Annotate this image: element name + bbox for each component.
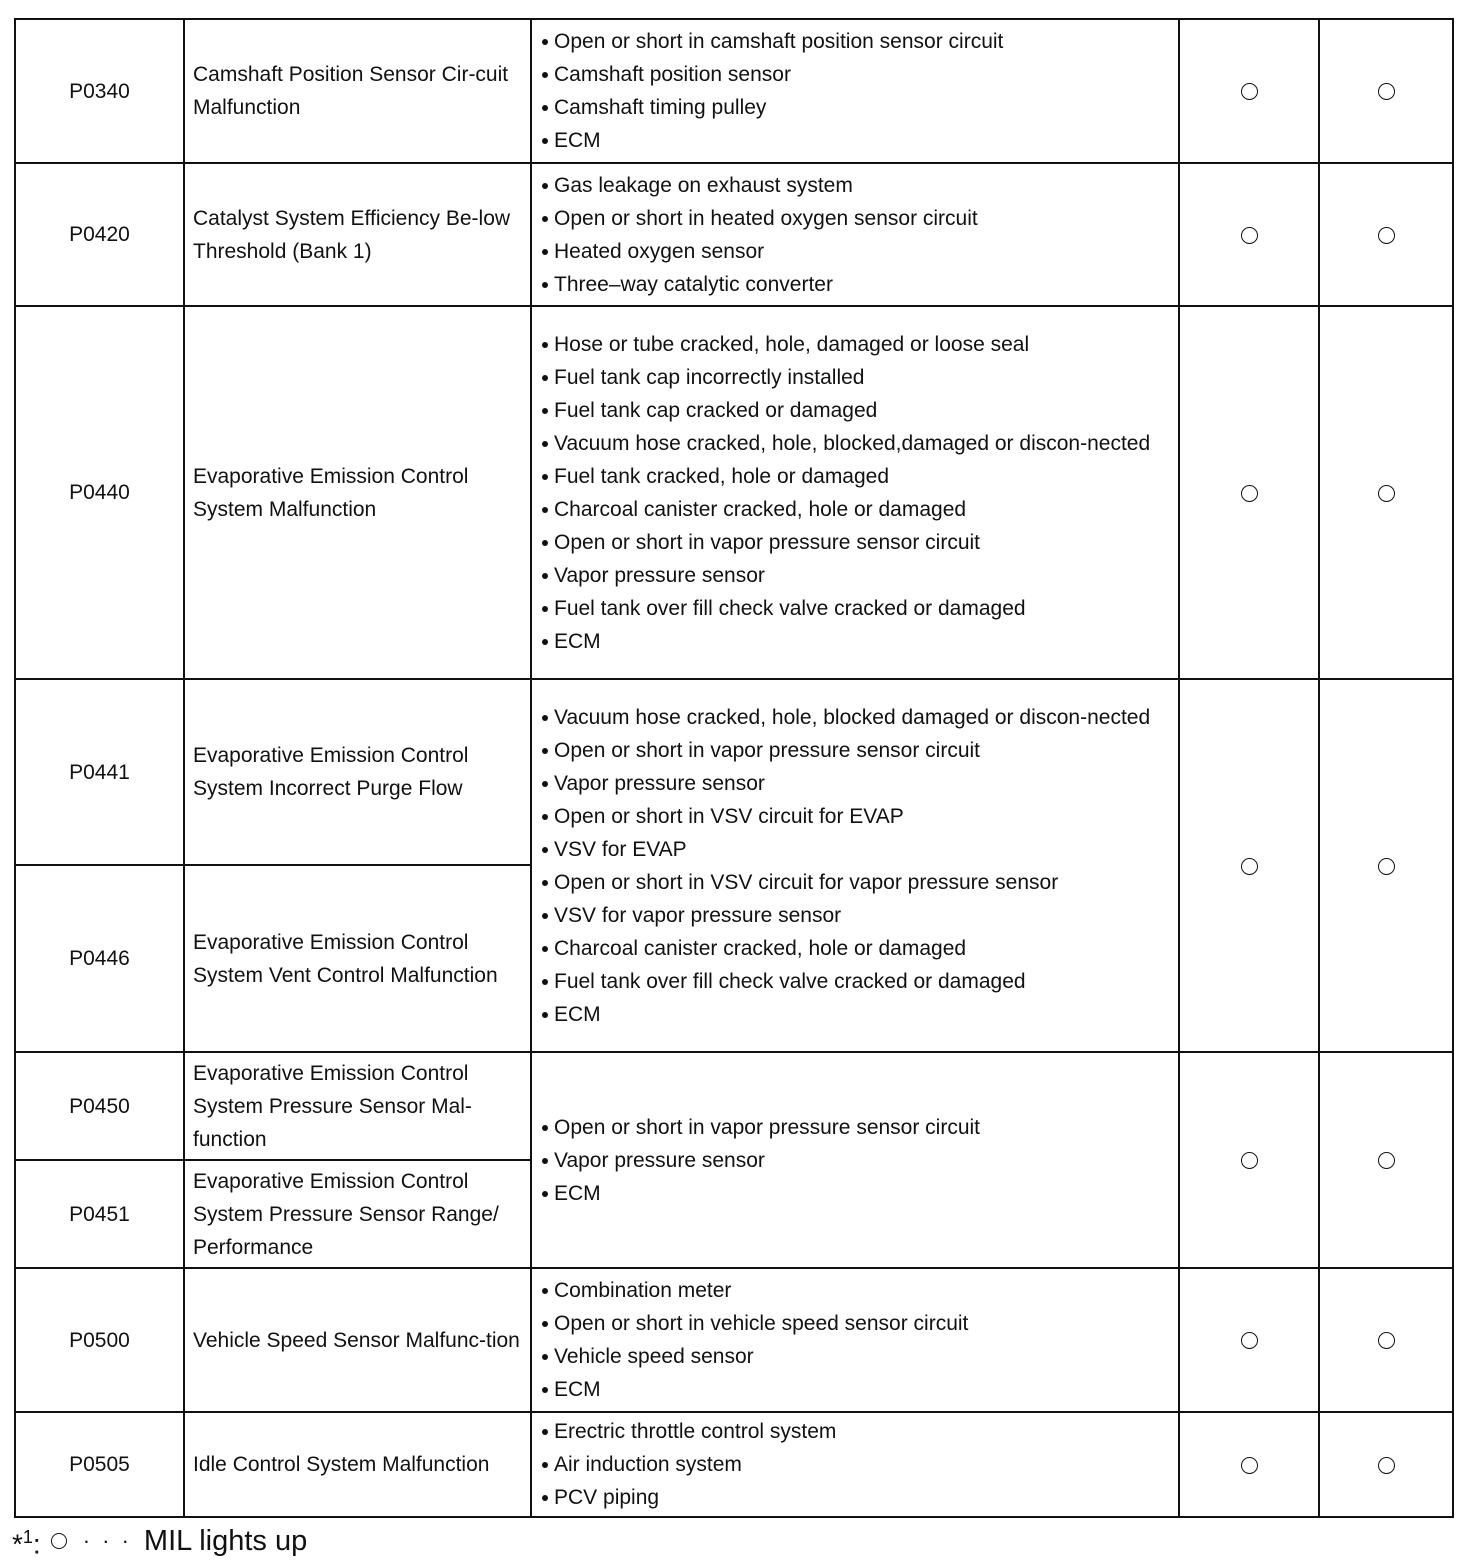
cause-item: Open or short in heated oxygen sensor circuit <box>540 202 1172 235</box>
memory-column-cell <box>1319 1268 1453 1412</box>
cause-item: ECM <box>540 1177 1172 1210</box>
footnote-colon: : <box>32 1528 41 1560</box>
cause-list <box>540 328 1172 658</box>
cause-item: Open or short in vapor pressure sensor circuit <box>540 1111 1172 1144</box>
dtc-code <box>15 1160 184 1268</box>
cause-item: Hose or tube cracked, hole, damaged or loose seal <box>540 328 1172 361</box>
mil-column-cell <box>1179 1412 1319 1517</box>
trouble-causes <box>531 306 1179 679</box>
cause-item: Three–way catalytic converter <box>540 268 1172 301</box>
dtc-code <box>15 1052 184 1160</box>
trouble-area-name-text: Evaporative Emission Control System Incorrect Purge Flow <box>193 744 469 800</box>
trouble-causes <box>531 1412 1179 1517</box>
cause-item: VSV for EVAP <box>540 833 1172 866</box>
dtc-code-text: P0500 <box>69 1328 130 1352</box>
cause-item: Open or short in vapor pressure sensor circuit <box>540 526 1172 559</box>
dtc-code-text: P0440 <box>69 481 130 504</box>
cause-item: Erectric throttle control system <box>540 1415 1172 1448</box>
cause-item: Open or short in camshaft position sensor circuit <box>540 25 1172 58</box>
circle-icon <box>1378 1332 1395 1349</box>
trouble-area-name <box>184 865 531 1052</box>
trouble-area-name-text: Idle Control System Malfunction <box>193 1453 490 1476</box>
trouble-area-name <box>184 1052 531 1160</box>
circle-icon <box>1241 1332 1258 1349</box>
dtc-code <box>15 1412 184 1517</box>
trouble-causes <box>531 1268 1179 1412</box>
circle-icon <box>1378 227 1395 244</box>
dtc-code <box>15 19 184 163</box>
cause-item: Fuel tank cap incorrectly installed <box>540 361 1172 394</box>
cause-item: Camshaft position sensor <box>540 58 1172 91</box>
memory-column-cell <box>1319 306 1453 679</box>
mil-column-cell <box>1179 1268 1319 1412</box>
circle-icon <box>1378 83 1395 100</box>
cause-item: Charcoal canister cracked, hole or damaged <box>540 932 1172 965</box>
dtc-code-text: P0420 <box>69 223 130 246</box>
cause-item: Vapor pressure sensor <box>540 767 1172 800</box>
dtc-code-text: P0505 <box>69 1453 130 1476</box>
cause-item: PCV piping <box>540 1481 1172 1514</box>
cause-list <box>540 1111 1172 1210</box>
dtc-code <box>15 1268 184 1412</box>
circle-icon <box>1378 1152 1395 1169</box>
trouble-area-name-text: Camshaft Position Sensor Cir-cuit Malfunction <box>193 63 509 119</box>
table-row <box>15 679 1453 865</box>
table-row <box>15 306 1453 679</box>
footnote-dots: · · · <box>82 1528 132 1553</box>
cause-list <box>540 1274 1172 1406</box>
cause-list <box>540 169 1172 301</box>
table-row <box>15 1052 1453 1160</box>
trouble-area-name <box>184 163 531 306</box>
cause-item: Charcoal canister cracked, hole or damaged <box>540 493 1172 526</box>
circle-icon <box>1378 485 1395 502</box>
dtc-table <box>14 18 1454 1518</box>
cause-item: Air induction system <box>540 1448 1172 1481</box>
trouble-area-name <box>184 1160 531 1268</box>
circle-icon <box>1241 1152 1258 1169</box>
mil-column-cell <box>1179 19 1319 163</box>
trouble-area-name <box>184 306 531 679</box>
circle-icon <box>1378 1457 1395 1474</box>
table-row <box>15 1268 1453 1412</box>
cause-item: Vapor pressure sensor <box>540 1144 1172 1177</box>
mil-column-cell <box>1179 679 1319 1052</box>
cause-item: Vehicle speed sensor <box>540 1340 1172 1373</box>
cause-item: ECM <box>540 1373 1172 1406</box>
circle-icon <box>1241 1457 1258 1474</box>
cause-item: VSV for vapor pressure sensor <box>540 899 1172 932</box>
cause-list <box>540 25 1172 157</box>
cause-item: Open or short in VSV circuit for vapor pressure sensor <box>540 866 1172 899</box>
cause-list <box>540 701 1172 1031</box>
cause-item: Open or short in vehicle speed sensor circuit <box>540 1307 1172 1340</box>
dtc-code-text: P0451 <box>69 1202 130 1226</box>
footnote-text: MIL lights up <box>143 1524 308 1557</box>
trouble-area-name-text: Evaporative Emission Control System Vent Control Malfunction <box>193 930 498 987</box>
cause-item: Combination meter <box>540 1274 1172 1307</box>
trouble-area-name-text: Catalyst System Efficiency Be-low Threshold (Bank 1) <box>193 206 511 263</box>
dtc-code-text: P0446 <box>69 947 130 970</box>
dtc-code-text: P0450 <box>69 1094 130 1118</box>
cause-item: ECM <box>540 998 1172 1031</box>
table-row <box>15 19 1453 163</box>
trouble-area-name-text: Vehicle Speed Sensor Malfunc-tion <box>193 1328 520 1352</box>
mil-column-cell <box>1179 163 1319 306</box>
cause-item: Camshaft timing pulley <box>540 91 1172 124</box>
trouble-area-name <box>184 1412 531 1517</box>
trouble-causes <box>531 163 1179 306</box>
dtc-code <box>15 163 184 306</box>
dtc-code-text: P0340 <box>69 79 130 103</box>
mil-column-cell <box>1179 1052 1319 1268</box>
circle-icon <box>1241 227 1258 244</box>
cause-item: Heated oxygen sensor <box>540 235 1172 268</box>
trouble-area-name <box>184 19 531 163</box>
circle-icon <box>1241 485 1258 502</box>
cause-item: Fuel tank over fill check valve cracked or damaged <box>540 965 1172 998</box>
footnote-marker <box>12 1523 41 1558</box>
cause-item: Vapor pressure sensor <box>540 559 1172 592</box>
circle-icon <box>1378 858 1395 875</box>
memory-column-cell <box>1319 1052 1453 1268</box>
trouble-area-name-text: Evaporative Emission Control System Pressure Sensor Mal-function <box>193 1061 472 1151</box>
cause-item: Open or short in vapor pressure sensor circuit <box>540 734 1172 767</box>
footnote-superscript: 1 <box>22 1527 33 1548</box>
footnote-asterisk: * <box>12 1528 23 1560</box>
memory-column-cell <box>1319 679 1453 1052</box>
table-row <box>15 1412 1453 1517</box>
cause-item: Gas leakage on exhaust system <box>540 169 1172 202</box>
trouble-area-name <box>184 1268 531 1412</box>
circle-icon <box>1241 858 1258 875</box>
trouble-causes <box>531 1052 1179 1268</box>
trouble-causes <box>531 19 1179 163</box>
cause-list <box>540 1415 1172 1514</box>
cause-item: Fuel tank cracked, hole or damaged <box>540 460 1172 493</box>
memory-column-cell <box>1319 1412 1453 1517</box>
cause-item: Vacuum hose cracked, hole, blocked damaged or discon-nected <box>540 701 1172 734</box>
mil-column-cell <box>1179 306 1319 679</box>
cause-item: Fuel tank over fill check valve cracked or damaged <box>540 592 1172 625</box>
cause-item: Vacuum hose cracked, hole, blocked,damaged or discon-nected <box>540 427 1172 460</box>
dtc-code-text: P0441 <box>69 760 130 784</box>
cause-item: Open or short in VSV circuit for EVAP <box>540 800 1172 833</box>
trouble-area-name-text: Evaporative Emission Control System Malfunction <box>193 464 469 521</box>
cause-item: ECM <box>540 124 1172 157</box>
cause-item: Fuel tank cap cracked or damaged <box>540 394 1172 427</box>
memory-column-cell <box>1319 19 1453 163</box>
trouble-causes <box>531 679 1179 1052</box>
dtc-code <box>15 306 184 679</box>
footnote <box>12 1522 307 1560</box>
circle-icon <box>1241 83 1258 100</box>
cause-item: ECM <box>540 625 1172 658</box>
memory-column-cell <box>1319 163 1453 306</box>
trouble-area-name <box>184 679 531 865</box>
dtc-code <box>15 679 184 865</box>
table-row <box>15 163 1453 306</box>
dtc-code <box>15 865 184 1052</box>
trouble-area-name-text: Evaporative Emission Control System Pressure Sensor Range/ Performance <box>193 1169 499 1259</box>
circle-icon <box>51 1533 67 1549</box>
